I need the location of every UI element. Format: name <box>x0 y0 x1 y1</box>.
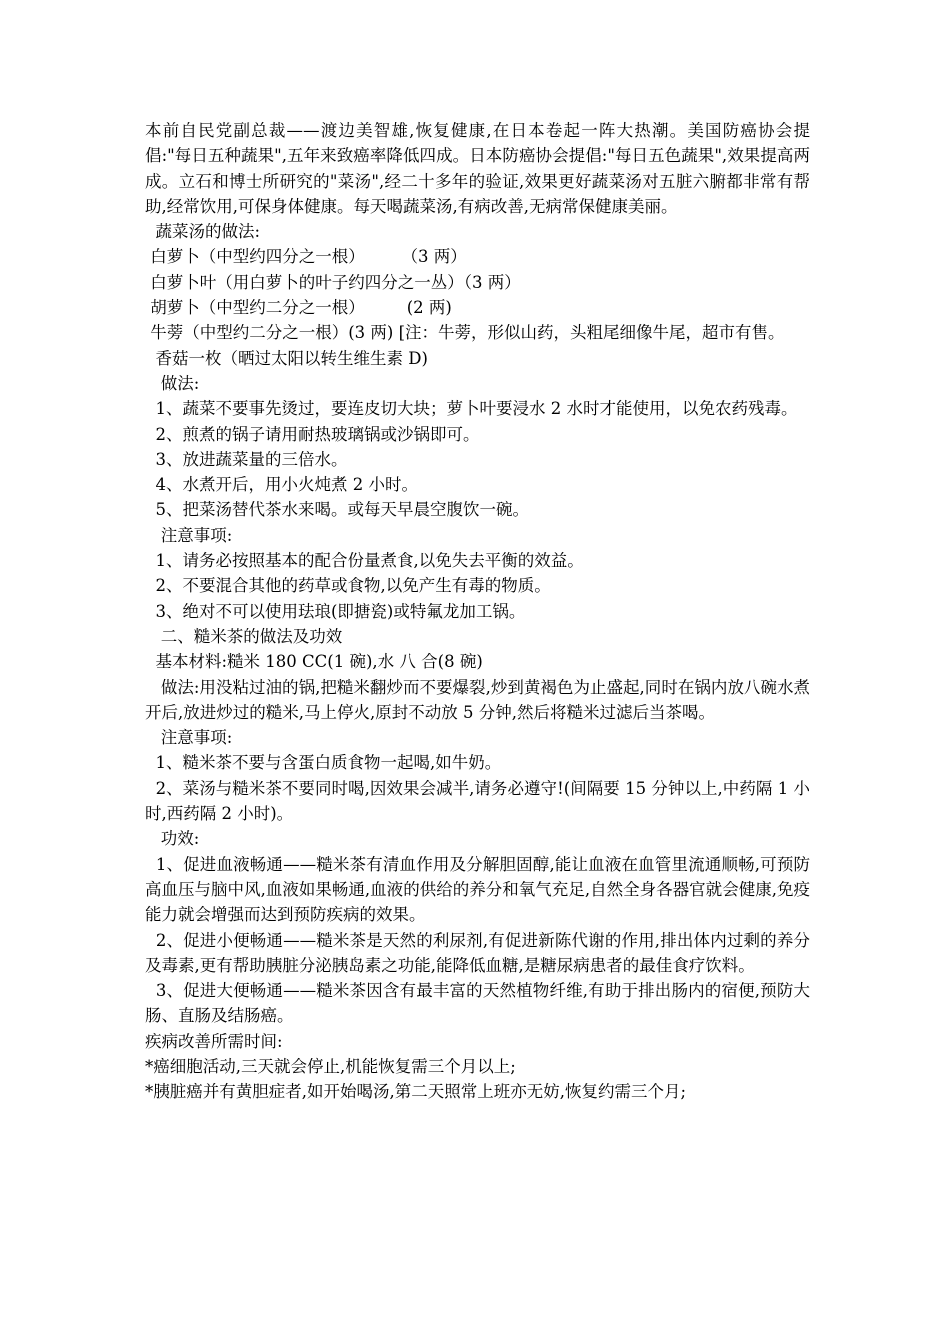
effect-3: 3、促进大便畅通——糙米茶因含有最丰富的天然植物纤维,有助于排出肠内的宿便,预防大肠、直肠及结肠癌。 <box>145 981 810 1026</box>
rice-tea-method: 做法:用没粘过油的锅,把糙米翻炒而不要爆裂,炒到黄褐色为止盛起,同时在锅内放八碗水煮开后,放进炒过的糙米,马上停火,原封不动放 5 分钟,然后将糙米过滤后当茶喝。 <box>145 677 810 722</box>
effect-2: 2、促进小便畅通——糙米茶是天然的利尿剂,有促进新陈代谢的作用,排出体内过剩的养分及毒素,更有帮助胰脏分泌胰岛素之功能,能降低血糖,是糖尿病患者的最佳食疗饮料。 <box>145 930 810 975</box>
effects-heading: 功效: <box>145 829 200 849</box>
soup-step-1: 1、蔬菜不要事先烫过，要连皮切大块；萝卜叶要浸水 2 水时才能使用，以免农药残毒。 <box>145 399 798 419</box>
soup-step-3: 3、放进蔬菜量的三倍水。 <box>145 449 348 469</box>
rice-tea-heading: 二、糙米茶的做法及功效 <box>145 626 343 646</box>
soup-step-4: 4、水煮开后，用小火炖煮 2 小时。 <box>145 475 418 495</box>
soup-step-2: 2、煎煮的锅子请用耐热玻璃锅或沙锅即可。 <box>145 424 480 444</box>
soup-note-2: 2、不要混合其他的药草或食物,以免产生有毒的物质。 <box>145 576 551 596</box>
ingredient-white-radish: 白萝卜（中型约四分之一根） （3 两） <box>145 247 467 267</box>
intro-paragraph: 本前自民党副总裁——渡边美智雄,恢复健康,在日本卷起一阵大热潮。美国防癌协会提倡:"每日五种蔬果",五年来致癌率降低四成。日本防癌协会提倡:"每日五色蔬果",效果提高两成。立石和博士所研究的"菜汤",经二十多年的验证,效果更好蔬菜汤对五脏六腑都非常有帮助,经常饮用,可保身体健康。每天喝蔬菜汤,有病改善,无病常保健康美丽。 <box>145 121 810 216</box>
ingredient-radish-leaves: 白萝卜叶（用白萝卜的叶子约四分之一丛）（3 两） <box>145 272 521 292</box>
ingredient-burdock: 牛蒡（中型约二分之一根）(3 两) [注：牛蒡，形似山药，头粗尾细像牛尾，超市有售。 <box>145 323 785 343</box>
soup-note-3: 3、绝对不可以使用珐琅(即搪瓷)或特氟龙加工锅。 <box>145 601 526 621</box>
soup-step-5: 5、把菜汤替代茶水来喝。或每天早晨空腹饮一碗。 <box>145 500 529 520</box>
rice-tea-materials: 基本材料:糙米 180 CC(1 碗),水 八 合(8 碗) <box>145 652 483 672</box>
soup-note-1: 1、请务必按照基本的配合份量煮食,以免失去平衡的效益。 <box>145 551 584 571</box>
soup-method-heading: 蔬菜汤的做法: <box>145 222 261 242</box>
ingredient-mushroom: 香菇一枚（晒过太阳以转生维生素 D) <box>145 348 428 368</box>
rice-tea-note-1: 1、糙米茶不要与含蛋白质食物一起喝,如牛奶。 <box>145 753 502 773</box>
document-body <box>145 118 810 1105</box>
improvement-item-2: *胰脏癌并有黄胆症者,如开始喝汤,第二天照常上班亦无妨,恢复约需三个月; <box>145 1082 687 1102</box>
rice-tea-notes-heading: 注意事项: <box>145 728 233 748</box>
effect-1: 1、促进血液畅通——糙米茶有清血作用及分解胆固醇,能让血液在血管里流通顺畅,可预防高血压与脑中风,血液如果畅通,血液的供给的养分和氧气充足,自然全身各器官就会健康,免疫能力就会增强而达到预防疾病的效果。 <box>145 854 810 925</box>
improvement-item-1: *癌细胞活动,三天就会停止,机能恢复需三个月以上; <box>145 1056 516 1076</box>
soup-steps-heading: 做法: <box>145 373 200 393</box>
improvement-time-heading: 疾病改善所需时间: <box>145 1031 283 1051</box>
rice-tea-note-2: 2、菜汤与糙米茶不要同时喝,因效果会减半,请务必遵守!(间隔要 15 分钟以上,中药隔 1 小时,西药隔 2 小时)。 <box>145 778 810 824</box>
ingredient-carrot: 胡萝卜（中型约二分之一根） (2 两) <box>145 298 452 318</box>
soup-notes-heading: 注意事项: <box>145 525 233 545</box>
